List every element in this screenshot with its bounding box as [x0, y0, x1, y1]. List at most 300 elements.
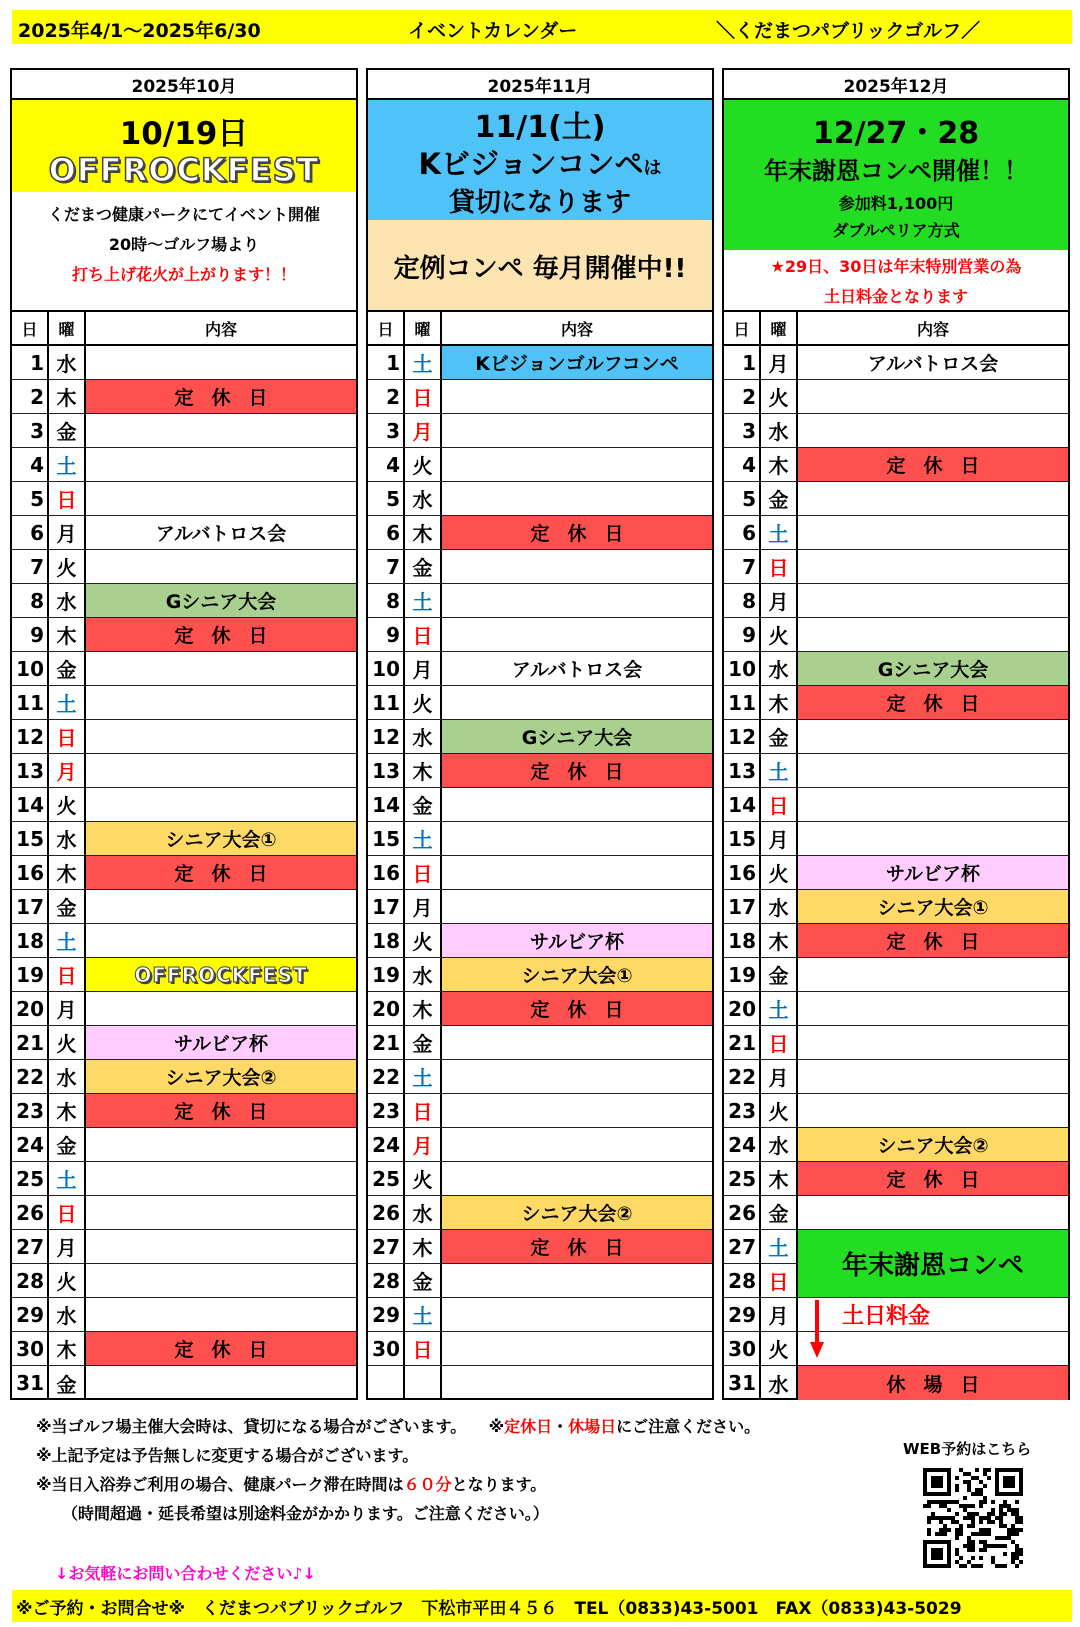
weekday: 木	[761, 1162, 798, 1195]
weekday: 土	[405, 1298, 442, 1331]
month-title: 2025年10月	[12, 70, 356, 100]
day-number: 20	[368, 992, 405, 1025]
event-cell	[442, 380, 712, 413]
event-cell	[442, 1298, 712, 1331]
day-number: 15	[368, 822, 405, 855]
day-number: 30	[368, 1332, 405, 1365]
table-row	[12, 1162, 356, 1196]
table-row	[724, 584, 1068, 618]
weekday	[405, 1366, 442, 1400]
event-cell	[442, 1094, 712, 1127]
weekday: 金	[405, 550, 442, 583]
day-number: 18	[724, 924, 761, 957]
table-row	[12, 720, 356, 754]
weekday: 水	[49, 1298, 86, 1331]
weekday: 金	[405, 1026, 442, 1059]
highlight-yellow-box	[12, 100, 356, 192]
day-number: 9	[368, 618, 405, 651]
day-number: 25	[12, 1162, 49, 1195]
header-dow: 曜	[761, 312, 798, 344]
day-number: 20	[724, 992, 761, 1025]
event-cell	[86, 720, 356, 753]
table-row	[368, 992, 712, 1026]
weekday: 木	[405, 516, 442, 549]
day-number: 6	[12, 516, 49, 549]
weekday: 水	[405, 958, 442, 991]
table-row	[368, 890, 712, 924]
table-row	[724, 754, 1068, 788]
event-cell	[442, 1264, 712, 1297]
event-cell	[86, 1298, 356, 1331]
weekday: 金	[405, 788, 442, 821]
table-row	[724, 924, 1068, 958]
event-cell: 定休日	[86, 380, 356, 413]
day-number: 28	[368, 1264, 405, 1297]
table-row	[724, 346, 1068, 380]
event-cell	[86, 992, 356, 1025]
weekday: 水	[49, 346, 86, 379]
table-row	[12, 618, 356, 652]
table-row	[12, 346, 356, 380]
header-dow: 曜	[49, 312, 86, 344]
event-cell	[442, 414, 712, 447]
table-row	[724, 550, 1068, 584]
table-row	[12, 1366, 356, 1400]
event-cell	[442, 482, 712, 515]
weekday: 火	[405, 924, 442, 957]
event-cell	[86, 1162, 356, 1195]
event-cell	[86, 414, 356, 447]
offrockfest-logo: OFFROCKFEST	[48, 151, 320, 189]
event-cell: シニア大会①	[798, 890, 1068, 923]
event-cell	[442, 890, 712, 923]
weekday: 水	[405, 1196, 442, 1229]
weekday: 日	[761, 788, 798, 821]
day-number: 9	[12, 618, 49, 651]
weekday: 水	[49, 1060, 86, 1093]
weekday: 土	[49, 1162, 86, 1195]
event-cell	[86, 754, 356, 787]
day-number: 23	[368, 1094, 405, 1127]
weekday: 火	[761, 1094, 798, 1127]
weekday: 木	[761, 924, 798, 957]
weekday: 土	[405, 822, 442, 855]
event-cell: 定休日	[86, 618, 356, 651]
top-banner	[12, 10, 1072, 44]
day-number: 23	[12, 1094, 49, 1127]
highlight-line: 年末謝恩コンペ開催！！	[764, 157, 1028, 185]
weekday: 土	[761, 754, 798, 787]
weekday: 月	[49, 754, 86, 787]
day-number: 31	[12, 1366, 49, 1400]
event-cell	[798, 516, 1068, 549]
day-number: 21	[12, 1026, 49, 1059]
event-cell	[442, 584, 712, 617]
notes-block	[36, 1412, 760, 1528]
note-text: となります。	[451, 1475, 547, 1494]
table-row	[724, 822, 1068, 856]
weekday: 日	[761, 1026, 798, 1059]
weekday: 水	[49, 584, 86, 617]
day-number: 10	[724, 652, 761, 685]
event-cell: 定休日	[798, 448, 1068, 481]
table-row	[368, 686, 712, 720]
event-cell	[798, 822, 1068, 855]
day-number: 13	[368, 754, 405, 787]
table-row	[724, 856, 1068, 890]
month-title: 2025年11月	[368, 70, 712, 100]
note-closed-day: 定休日	[504, 1417, 553, 1436]
table-row	[724, 890, 1068, 924]
event-cell	[86, 1196, 356, 1229]
table-row	[724, 1094, 1068, 1128]
table-row	[368, 822, 712, 856]
event-cell: Kビジョンゴルフコンペ	[442, 346, 712, 379]
contact-prompt: ↓お気軽にお問い合わせください♪↓	[55, 1564, 317, 1583]
header-day: 日	[368, 312, 405, 344]
event-cell: シニア大会②	[442, 1196, 712, 1229]
table-row	[724, 380, 1068, 414]
event-cell	[442, 1332, 712, 1365]
period-label: 2025年4/1〜2025年6/30	[18, 20, 261, 42]
table-row	[12, 1298, 356, 1332]
weekday: 月	[49, 992, 86, 1025]
highlight-line: ★29日、30日は年末特別営業の為	[770, 257, 1022, 276]
day-number: 17	[724, 890, 761, 923]
table-row	[12, 1332, 356, 1366]
event-cell: 年末謝恩コンペ	[798, 1230, 1068, 1297]
note-text: にご注意ください。	[616, 1417, 761, 1436]
weekday: 月	[761, 1298, 798, 1331]
day-number: 19	[724, 958, 761, 991]
table-row	[12, 788, 356, 822]
day-number: 16	[12, 856, 49, 889]
day-number: 18	[12, 924, 49, 957]
day-number: 25	[724, 1162, 761, 1195]
weekday: 火	[49, 550, 86, 583]
table-row	[12, 550, 356, 584]
month-column-december	[722, 68, 1070, 1400]
weekday: 土	[49, 448, 86, 481]
table-row	[724, 1128, 1068, 1162]
header-day: 日	[724, 312, 761, 344]
regular-competition-box: 定例コンペ 毎月開催中!!	[368, 220, 712, 312]
highlight-line: 参加料1,100円	[838, 194, 954, 213]
weekday: 火	[49, 788, 86, 821]
qr-code-icon[interactable]	[923, 1468, 1023, 1568]
day-number: 9	[724, 618, 761, 651]
header-day: 日	[12, 312, 49, 344]
table-row	[724, 1060, 1068, 1094]
event-cell	[442, 448, 712, 481]
event-cell	[798, 1060, 1068, 1093]
table-row	[724, 1298, 1068, 1332]
note-text: ※上記予定は予告無しに変更する場合がございます。	[36, 1446, 419, 1465]
day-number: 11	[724, 686, 761, 719]
table-row	[368, 1026, 712, 1060]
table-row	[724, 992, 1068, 1026]
weekday: 月	[49, 516, 86, 549]
day-number: 19	[368, 958, 405, 991]
weekday: 日	[405, 856, 442, 889]
weekday: 月	[405, 890, 442, 923]
table-row	[724, 1162, 1068, 1196]
event-cell	[86, 788, 356, 821]
weekday: 金	[49, 1128, 86, 1161]
table-row	[724, 1196, 1068, 1230]
event-cell: シニア大会①	[442, 958, 712, 991]
weekday: 金	[49, 1366, 86, 1400]
day-number: 5	[12, 482, 49, 515]
weekday: 水	[405, 720, 442, 753]
day-number: 21	[724, 1026, 761, 1059]
table-row	[12, 1196, 356, 1230]
weekday: 水	[761, 414, 798, 447]
event-cell	[86, 1230, 356, 1263]
weekday: 木	[405, 1230, 442, 1263]
highlight-date: 10/19日	[119, 116, 249, 152]
weekday: 土	[761, 1230, 798, 1263]
weekday: 日	[405, 1332, 442, 1365]
day-number: 24	[368, 1128, 405, 1161]
table-row	[368, 550, 712, 584]
highlight-line: 20時〜ゴルフ場より	[108, 235, 260, 254]
table-row	[368, 1094, 712, 1128]
day-number: 1	[724, 346, 761, 379]
table-row	[368, 346, 712, 380]
table-row	[12, 1264, 356, 1298]
event-cell	[798, 788, 1068, 821]
table-row	[368, 584, 712, 618]
table-row	[368, 652, 712, 686]
weekday: 金	[49, 652, 86, 685]
weekday: 金	[761, 720, 798, 753]
day-number: 27	[724, 1230, 761, 1263]
event-cell: 定休日	[86, 1332, 356, 1365]
day-number: 19	[12, 958, 49, 991]
table-row	[724, 1366, 1068, 1400]
weekday: 木	[405, 754, 442, 787]
event-cell: シニア大会②	[798, 1128, 1068, 1161]
note-duration: ６０分	[403, 1475, 452, 1494]
table-row	[724, 958, 1068, 992]
table-row	[368, 1332, 712, 1366]
weekday: 月	[761, 1060, 798, 1093]
day-number: 14	[724, 788, 761, 821]
event-cell	[442, 1128, 712, 1161]
day-number: 6	[724, 516, 761, 549]
weekday: 火	[761, 618, 798, 651]
day-number: 28	[12, 1264, 49, 1297]
table-row	[368, 720, 712, 754]
day-number: 15	[724, 822, 761, 855]
event-cell	[798, 584, 1068, 617]
day-number: 17	[368, 890, 405, 923]
day-number: 31	[724, 1366, 761, 1400]
table-row	[12, 1094, 356, 1128]
weekday: 水	[761, 890, 798, 923]
event-cell: 定休日	[442, 992, 712, 1025]
weekday: 金	[49, 414, 86, 447]
fireworks-line: 打ち上げ花火が上がります！！	[71, 265, 296, 284]
weekday: 土	[761, 992, 798, 1025]
table-row	[12, 1026, 356, 1060]
day-number: 22	[368, 1060, 405, 1093]
event-cell	[86, 652, 356, 685]
day-number: 2	[12, 380, 49, 413]
event-cell	[442, 1026, 712, 1059]
day-number: 12	[12, 720, 49, 753]
table-row	[724, 1026, 1068, 1060]
table-row	[724, 720, 1068, 754]
event-cell: OFFROCKFEST	[86, 958, 356, 991]
table-row	[12, 1128, 356, 1162]
header-dow: 曜	[405, 312, 442, 344]
event-cell: アルバトロス会	[511, 659, 643, 681]
weekday: 日	[761, 550, 798, 583]
event-cell	[442, 822, 712, 855]
event-cell: Gシニア大会	[798, 652, 1068, 685]
table-row	[12, 414, 356, 448]
event-cell	[86, 448, 356, 481]
event-cell	[442, 1162, 712, 1195]
table-row	[12, 686, 356, 720]
table-row	[12, 652, 356, 686]
day-number: 12	[724, 720, 761, 753]
event-cell	[86, 890, 356, 923]
weekday: 土	[49, 686, 86, 719]
brand-label: ＼くだまつパブリックゴルフ／	[716, 20, 981, 42]
day-number: 23	[724, 1094, 761, 1127]
weekday: 木	[49, 380, 86, 413]
day-number: 10	[368, 652, 405, 685]
event-cell	[442, 788, 712, 821]
table-row	[368, 414, 712, 448]
highlight-panel	[724, 100, 1068, 312]
weekday: 木	[405, 992, 442, 1025]
weekday: 日	[405, 1094, 442, 1127]
table-row	[368, 788, 712, 822]
weekday: 日	[405, 380, 442, 413]
day-number: 1	[368, 346, 405, 379]
table-row	[724, 788, 1068, 822]
day-number: 8	[724, 584, 761, 617]
month-column-october	[10, 68, 358, 1400]
day-number: 29	[724, 1298, 761, 1331]
table-row	[368, 448, 712, 482]
weekday: 月	[761, 346, 798, 379]
weekday: 日	[49, 482, 86, 515]
day-rows	[368, 346, 712, 1400]
table-header	[724, 312, 1068, 346]
table-row	[12, 516, 356, 550]
day-rows	[12, 346, 356, 1400]
table-row	[724, 448, 1068, 482]
event-cell	[86, 1128, 356, 1161]
weekday: 月	[761, 584, 798, 617]
day-number: 18	[368, 924, 405, 957]
day-number: 29	[12, 1298, 49, 1331]
day-number: 28	[724, 1264, 761, 1297]
event-cell: アルバトロス会	[155, 523, 287, 545]
table-row	[368, 482, 712, 516]
event-cell	[798, 482, 1068, 515]
day-number: 7	[724, 550, 761, 583]
table-row	[12, 448, 356, 482]
event-cell: 定休日	[86, 856, 356, 889]
event-cell	[798, 1332, 1068, 1365]
header-content: 内容	[560, 319, 593, 339]
event-cell	[798, 958, 1068, 991]
event-cell	[86, 1366, 356, 1400]
table-header	[368, 312, 712, 346]
day-number: 7	[12, 550, 49, 583]
highlight-green-box	[724, 100, 1068, 250]
weekday: 木	[49, 1332, 86, 1365]
note-text: （時間超過・延長希望は別途料金がかかります。ご注意ください。）	[62, 1504, 549, 1523]
weekday: 金	[405, 1264, 442, 1297]
day-number	[368, 1366, 405, 1400]
day-number: 3	[12, 414, 49, 447]
event-cell: Gシニア大会	[86, 584, 356, 617]
table-row	[368, 856, 712, 890]
day-number: 5	[724, 482, 761, 515]
day-number: 2	[724, 380, 761, 413]
weekday: 木	[49, 618, 86, 651]
weekday: 月	[49, 1230, 86, 1263]
weekday: 日	[761, 1264, 798, 1297]
event-cell: 定休日	[442, 754, 712, 787]
event-cell	[798, 550, 1068, 583]
highlight-blue-box	[368, 100, 712, 220]
weekday: 水	[405, 482, 442, 515]
day-number: 10	[12, 652, 49, 685]
weekday: 月	[405, 1128, 442, 1161]
page-title: イベントカレンダー	[408, 20, 578, 42]
table-row	[368, 1298, 712, 1332]
day-number: 22	[724, 1060, 761, 1093]
weekday: 火	[49, 1026, 86, 1059]
day-number: 6	[368, 516, 405, 549]
event-cell: シニア大会②	[86, 1060, 356, 1093]
event-cell	[798, 1196, 1068, 1229]
event-cell: 定休日	[798, 924, 1068, 957]
day-number: 27	[12, 1230, 49, 1263]
day-number: 13	[724, 754, 761, 787]
event-cell	[86, 550, 356, 583]
weekday: 日	[49, 1196, 86, 1229]
table-row	[724, 1332, 1068, 1366]
weekday: 金	[49, 890, 86, 923]
weekday: 月	[761, 822, 798, 855]
table-row	[12, 992, 356, 1026]
footer-contact: ※ご予約・お問合せ※ くだまつパブリックゴルフ 下松市平田４５６ TEL（0833)43-5001 FAX（0833)43-5029	[12, 1590, 1072, 1622]
day-number: 12	[368, 720, 405, 753]
table-row	[724, 618, 1068, 652]
table-row	[724, 414, 1068, 448]
table-row	[368, 618, 712, 652]
weekday: 金	[761, 482, 798, 515]
event-cell	[442, 856, 712, 889]
day-number: 21	[368, 1026, 405, 1059]
event-cell: 定休日	[798, 1162, 1068, 1195]
event-cell: アルバトロス会	[867, 353, 999, 375]
weekday: 火	[761, 1332, 798, 1365]
day-number: 25	[368, 1162, 405, 1195]
day-number: 3	[724, 414, 761, 447]
event-cell	[442, 550, 712, 583]
event-cell: サルビア杯	[86, 1026, 356, 1059]
